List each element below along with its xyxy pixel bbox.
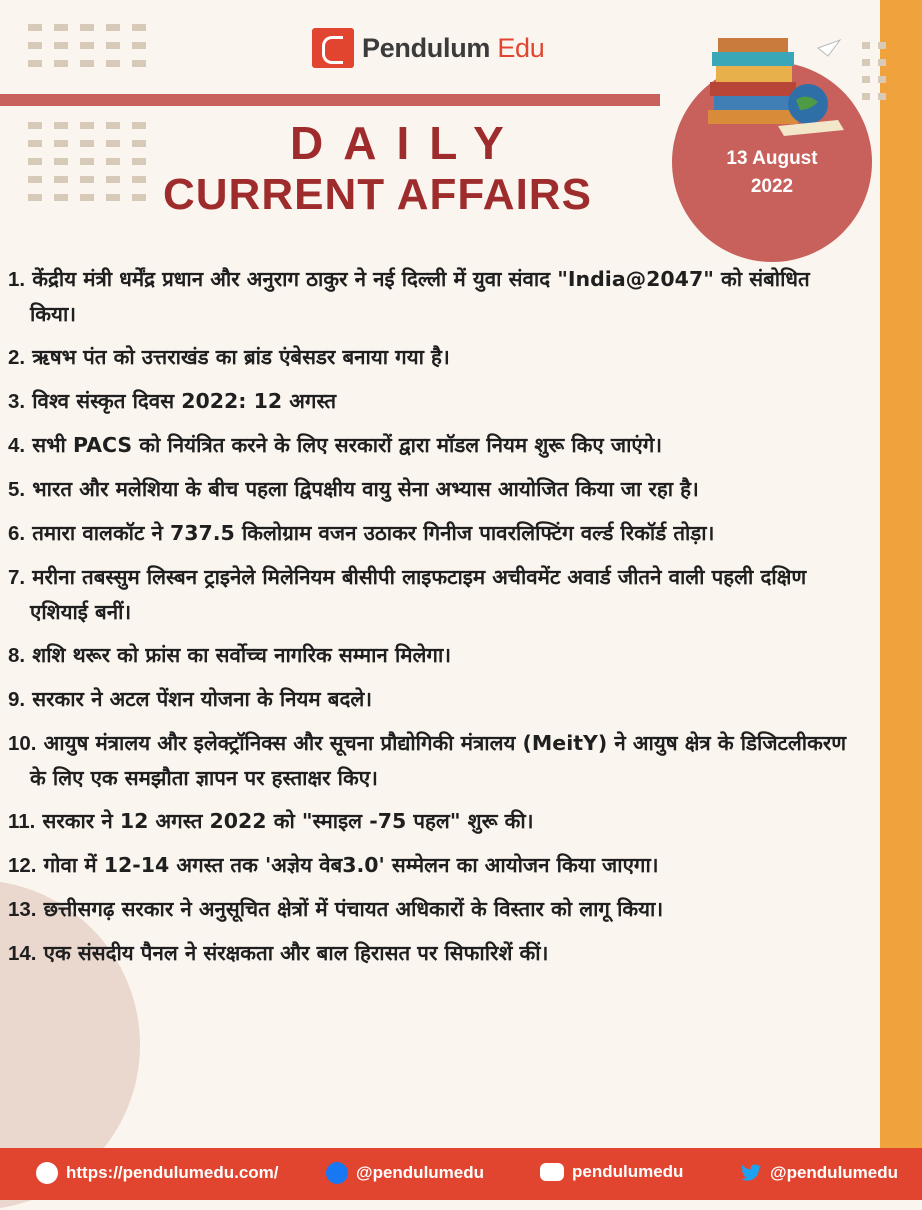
list-item: 10. आयुष मंत्रालय और इलेक्ट्रॉनिक्स और सूचना प्रौद्योगिकी मंत्रालय (MeitY) ने आयुष क्षेत्र के डिजिटलीकरण के लिए एक समझौता ज्ञापन पर हस्ताक्षर किए।: [8, 731, 847, 790]
list-item: 1. केंद्रीय मंत्री धर्मेंद्र प्रधान और अनुराग ठाकुर ने नई दिल्ली में युवा संवाद "India@2047" को संबोधित किया।: [8, 267, 810, 326]
list-item: 9. सरकार ने अटल पेंशन योजना के नियम बदले।: [8, 687, 373, 711]
twitter-link[interactable]: [740, 1162, 898, 1184]
facebook-link[interactable]: [326, 1162, 484, 1184]
list-item: 7. मरीना तबस्सुम लिस्बन ट्राइनेले मिलेनियम बीसीपी लाइफटाइम अचीवमेंट अवार्ड जीतने वाली पहली दक्षिण एशियाई बनीं।: [8, 565, 807, 624]
title-daily: DAILY: [290, 117, 524, 169]
dribbble-icon: [36, 1162, 58, 1184]
list-item: 12. गोवा में 12-14 अगस्त तक 'अज्ञेय वेब3.0' सम्मेलन का आयोजन किया जाएगा।: [8, 853, 659, 877]
list-item: 4. सभी PACS को नियंत्रित करने के लिए सरकारों द्वारा मॉडल नियम शुरू किए जाएंगे।: [8, 433, 663, 457]
decorative-dots: [862, 42, 886, 100]
website-link[interactable]: [36, 1162, 279, 1184]
list-item: 14. एक संसदीय पैनल ने संरक्षकता और बाल हिरासत पर सिफारिशें कीं।: [8, 941, 549, 965]
footer-bar: [0, 1148, 922, 1200]
brand-logo: [312, 28, 544, 68]
youtube-link-text[interactable]: pendulumedu: [572, 1162, 684, 1181]
list-item: 8. शशि थरूर को फ्रांस का सर्वोच्च नागरिक सम्मान मिलेगा।: [8, 643, 452, 667]
date-day-month: 13 August: [726, 148, 818, 169]
current-affairs-list: [8, 262, 858, 980]
list-item: 11. सरकार ने 12 अगस्त 2022 को "स्माइल -75 पहल" शुरू की।: [8, 809, 534, 833]
decorative-dots: [28, 24, 146, 67]
twitter-link-text[interactable]: @pendulumedu: [770, 1163, 899, 1182]
list-item: 2. ऋषभ पंत को उत्तराखंड का ब्रांड एंबेसडर बनाया गया है।: [8, 345, 450, 369]
youtube-link[interactable]: [540, 1162, 683, 1182]
twitter-icon: [740, 1162, 762, 1184]
decorative-dots: [28, 122, 146, 201]
title-current-affairs: CURRENT AFFAIRS: [163, 170, 592, 219]
youtube-icon: [540, 1163, 564, 1181]
pendulum-logo-icon: [312, 28, 354, 68]
list-item: 13. छत्तीसगढ़ सरकार ने अनुसूचित क्षेत्रों में पंचायत अधिकारों के विस्तार को लागू किया।: [8, 897, 664, 921]
list-item: 5. भारत और मलेशिया के बीच पहला द्विपक्षीय वायु सेना अभ्यास आयोजित किया जा रहा है।: [8, 477, 699, 501]
decorative-stripe-bottom: [880, 1080, 922, 1148]
list-item: 3. विश्व संस्कृत दिवस 2022: 12 अगस्त: [8, 389, 337, 413]
books-globe-icon: [708, 30, 848, 140]
facebook-icon: [326, 1162, 348, 1184]
list-item: 6. तमारा वालकॉट ने 737.5 किलोग्राम वजन उठाकर गिनीज पावरलिफ्टिंग वर्ल्ड रिकॉर्ड तोड़ा।: [8, 521, 715, 545]
header-divider: [0, 94, 660, 106]
date-year: 2022: [750, 176, 794, 197]
brand-name: Pendulum Edu: [362, 32, 545, 63]
facebook-link-text[interactable]: @pendulumedu: [356, 1163, 485, 1182]
website-link-text[interactable]: https://pendulumedu.com/: [66, 1163, 279, 1182]
decorative-stripe: [880, 0, 922, 1080]
